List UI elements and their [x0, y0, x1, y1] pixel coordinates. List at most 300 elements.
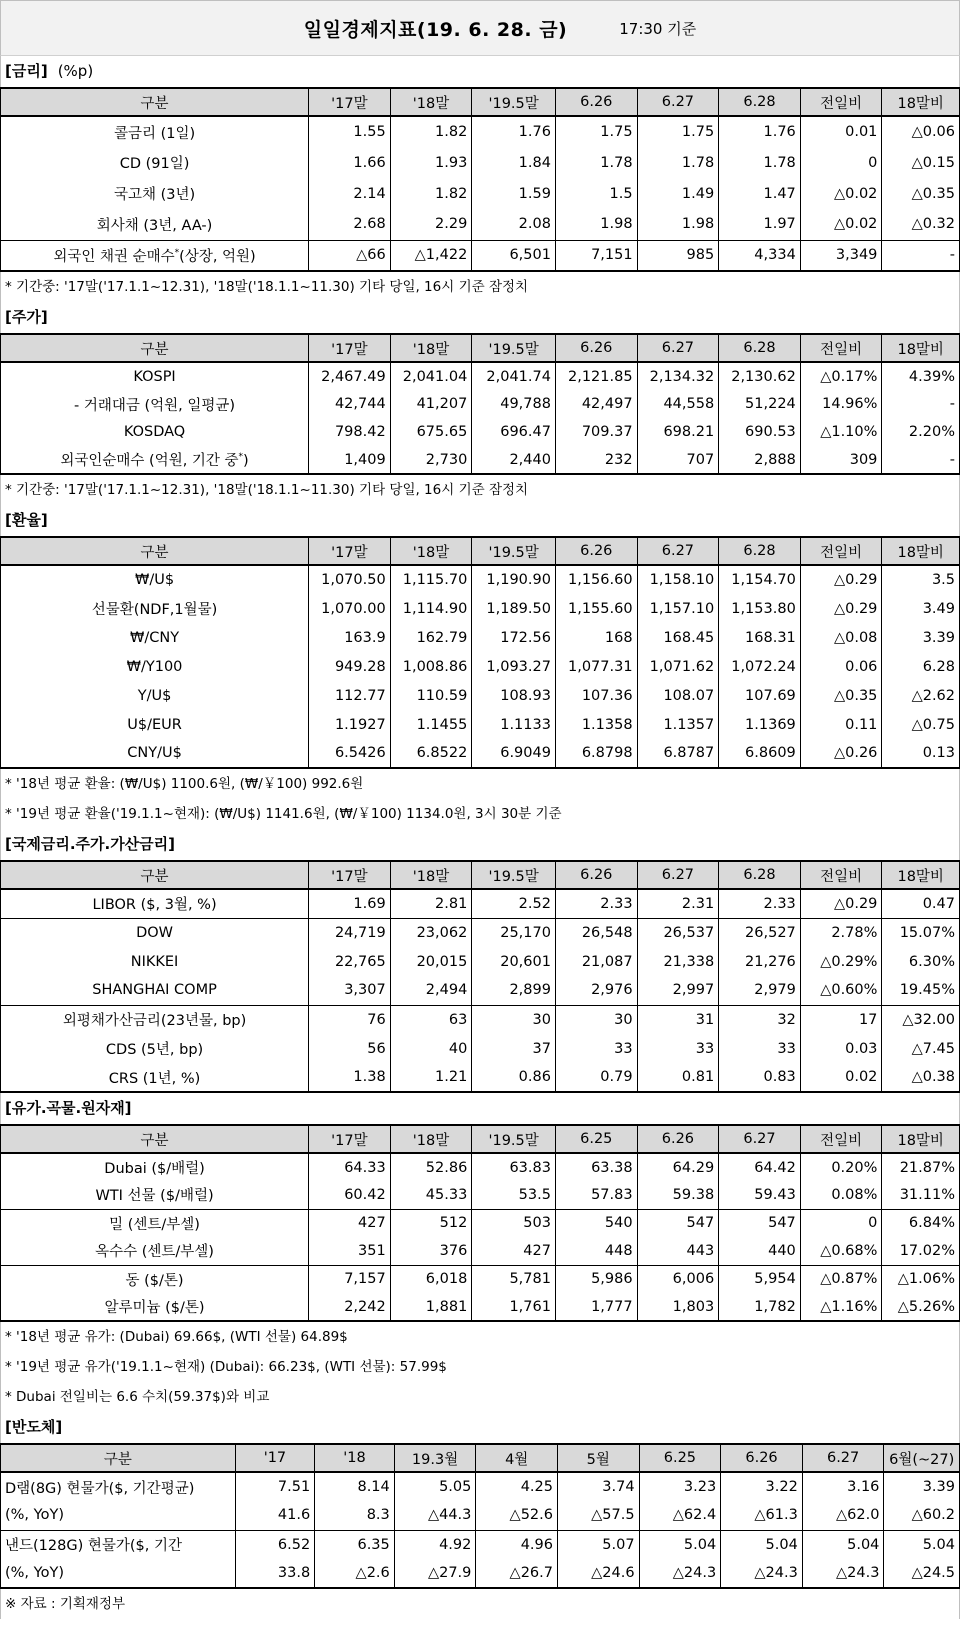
table-cell: 1.1133	[472, 710, 556, 739]
column-header: 6.27	[637, 88, 719, 116]
column-header: 6.25	[555, 1125, 637, 1153]
intl-table	[0, 860, 960, 1093]
column-header-category: 구분	[1, 1444, 236, 1472]
table-cell: 59.43	[719, 1181, 801, 1209]
table-cell: 1.84	[472, 147, 556, 178]
table-cell: 0.03	[800, 1034, 882, 1063]
page-title: 일일경제지표(19. 6. 28. 금)	[303, 18, 568, 41]
table-cell: △0.06	[882, 116, 960, 147]
column-header: 18말비	[882, 861, 960, 889]
table-cell: 6,006	[637, 1265, 719, 1293]
table-cell: 1.49	[637, 178, 719, 209]
table-cell: △26.7	[476, 1559, 558, 1588]
table-cell: △0.68%	[800, 1237, 882, 1265]
column-header: 6.27	[802, 1444, 884, 1472]
table-cell: 0.86	[472, 1063, 556, 1092]
table-cell: 5.04	[721, 1530, 803, 1559]
row-label: CD (91일)	[1, 147, 309, 178]
table-cell: 31.11%	[882, 1181, 960, 1209]
table-cell: 41.6	[235, 1501, 315, 1530]
table-cell: 20,601	[472, 947, 556, 976]
table-cell: 1,803	[637, 1293, 719, 1321]
table-cell: 2,979	[719, 976, 801, 1005]
row-label: ₩/U$	[1, 565, 309, 594]
table-cell: 2,440	[472, 446, 556, 474]
table-cell: 25,170	[472, 918, 556, 947]
table-cell: 49,788	[472, 390, 556, 418]
table-cell: 3.5	[882, 565, 960, 594]
table-cell: 1.98	[555, 209, 637, 240]
column-header: 6.26	[721, 1444, 803, 1472]
column-header: 6.28	[719, 861, 801, 889]
table-cell: △0.26	[800, 739, 882, 768]
table-cell: 1.75	[555, 116, 637, 147]
table-cell: 3.16	[802, 1472, 884, 1501]
table-cell: 309	[800, 446, 882, 474]
column-header-category: 구분	[1, 88, 309, 116]
column-header: '17말	[309, 537, 391, 565]
table-cell: 1.66	[309, 147, 391, 178]
table-cell: 57.83	[555, 1181, 637, 1209]
table-cell: △24.5	[884, 1559, 960, 1588]
table-cell: △0.32	[882, 209, 960, 240]
table-cell: △2.6	[315, 1559, 395, 1588]
table-cell: 3,349	[800, 240, 882, 271]
table-cell: △0.38	[882, 1063, 960, 1092]
table-cell: 2.14	[309, 178, 391, 209]
table-cell: 0.01	[800, 116, 882, 147]
row-label: 선물환(NDF,1월물)	[1, 594, 309, 623]
table-cell: 1,156.60	[555, 565, 637, 594]
table-cell: 5.05	[394, 1472, 476, 1501]
column-header: 18말비	[882, 88, 960, 116]
column-header: '18말	[390, 537, 472, 565]
table-cell: -	[882, 240, 960, 271]
table-cell: 163.9	[309, 623, 391, 652]
table-cell: △0.60%	[800, 976, 882, 1005]
table-cell: △1,422	[390, 240, 472, 271]
table-cell: 1.76	[472, 116, 556, 147]
table-cell: 26,537	[637, 918, 719, 947]
column-header: 6.28	[719, 334, 801, 362]
table-cell: 30	[472, 1005, 556, 1034]
column-header: '17말	[309, 334, 391, 362]
row-label: CDS (5년, bp)	[1, 1034, 309, 1063]
table-cell: △44.3	[394, 1501, 476, 1530]
table-row	[1, 594, 960, 623]
section-title-fx: [환율]	[0, 505, 960, 536]
table-cell: 2,242	[309, 1293, 391, 1321]
table-cell: 6.8609	[719, 739, 801, 768]
table-cell: 52.86	[390, 1153, 472, 1181]
table-cell: △0.29	[800, 889, 882, 918]
table-row	[1, 1530, 960, 1559]
column-header: 6.27	[719, 1125, 801, 1153]
column-header: 18말비	[882, 334, 960, 362]
table-cell: 76	[309, 1005, 391, 1034]
table-cell: △7.45	[882, 1034, 960, 1063]
stocks-note: * 기간중: '17말('17.1.1~12.31), '18말('18.1.1~11.30) 기타 당일, 16시 기준 잠정치	[0, 475, 960, 505]
table-cell: 2,494	[390, 976, 472, 1005]
table-row	[1, 710, 960, 739]
table-cell: 949.28	[309, 652, 391, 681]
table-cell: 15.07%	[882, 918, 960, 947]
table-cell: 2,899	[472, 976, 556, 1005]
column-header: 6.26	[555, 861, 637, 889]
table-row	[1, 1265, 960, 1293]
table-cell: 443	[637, 1237, 719, 1265]
table-cell: 1.82	[390, 116, 472, 147]
table-cell: 1.21	[390, 1063, 472, 1092]
table-cell: △62.0	[802, 1501, 884, 1530]
table-cell: 1,190.90	[472, 565, 556, 594]
table-cell: △0.29	[800, 594, 882, 623]
table-cell: 33.8	[235, 1559, 315, 1588]
table-cell: △1.16%	[800, 1293, 882, 1321]
table-cell: 40	[390, 1034, 472, 1063]
table-cell: 33	[719, 1034, 801, 1063]
column-header: 6.28	[719, 537, 801, 565]
row-label: 옥수수 (센트/부셀)	[1, 1237, 309, 1265]
table-row	[1, 1063, 960, 1092]
table-row	[1, 1501, 960, 1530]
table-cell: 5.04	[639, 1530, 721, 1559]
column-header: '18말	[390, 1125, 472, 1153]
table-cell: 1,072.24	[719, 652, 801, 681]
column-header-category: 구분	[1, 1125, 309, 1153]
table-cell: 6.8522	[390, 739, 472, 768]
table-cell: 5.04	[884, 1530, 960, 1559]
table-row	[1, 1293, 960, 1321]
stocks-table	[0, 333, 960, 475]
table-cell: 1,154.70	[719, 565, 801, 594]
table-row	[1, 889, 960, 918]
table-cell: 172.56	[472, 623, 556, 652]
table-cell: 0.13	[882, 739, 960, 768]
column-header: 6.25	[639, 1444, 721, 1472]
table-cell: 2,976	[555, 976, 637, 1005]
table-cell: 107.69	[719, 681, 801, 710]
table-cell: 427	[309, 1209, 391, 1237]
table-cell: 1,157.10	[637, 594, 719, 623]
column-header: 19.3월	[394, 1444, 476, 1472]
table-cell: 51,224	[719, 390, 801, 418]
table-cell: 1.1455	[390, 710, 472, 739]
table-cell: △57.5	[557, 1501, 639, 1530]
table-cell: 1.93	[390, 147, 472, 178]
column-header: '19.5말	[472, 861, 556, 889]
table-cell: 5,781	[472, 1265, 556, 1293]
title-bar	[0, 0, 960, 56]
commodities-note-2: * '19년 평균 유가('19.1.1~현재) (Dubai): 66.23$, (WTI 선물): 57.99$	[0, 1352, 960, 1382]
fx-table	[0, 536, 960, 769]
table-cell: 1.1358	[555, 710, 637, 739]
table-cell: 6.28	[882, 652, 960, 681]
table-row	[1, 1237, 960, 1265]
table-cell: 3.39	[882, 623, 960, 652]
table-cell: 30	[555, 1005, 637, 1034]
table-cell: 7.51	[235, 1472, 315, 1501]
table-row	[1, 240, 960, 271]
table-cell: 1.1357	[637, 710, 719, 739]
row-label: (%, YoY)	[1, 1501, 236, 1530]
table-cell: 5.04	[802, 1530, 884, 1559]
table-cell: 448	[555, 1237, 637, 1265]
reference-time: 17:30 기준	[619, 19, 697, 38]
row-label: Y/U$	[1, 681, 309, 710]
row-label: 동 ($/톤)	[1, 1265, 309, 1293]
table-cell: 1.76	[719, 116, 801, 147]
table-cell: 5,954	[719, 1265, 801, 1293]
column-header: 전일비	[800, 334, 882, 362]
table-cell: 37	[472, 1034, 556, 1063]
row-label: ₩/Y100	[1, 652, 309, 681]
table-cell: 2,041.04	[390, 362, 472, 390]
column-header: 전일비	[800, 861, 882, 889]
table-cell: 1.69	[309, 889, 391, 918]
column-header: 6.26	[555, 334, 637, 362]
column-header: 4월	[476, 1444, 558, 1472]
row-label: (%, YoY)	[1, 1559, 236, 1588]
table-cell: △1.10%	[800, 418, 882, 446]
table-cell: 1,070.50	[309, 565, 391, 594]
table-cell: 42,744	[309, 390, 391, 418]
table-row	[1, 418, 960, 446]
section-title-stocks: [주가]	[0, 302, 960, 333]
table-cell: △0.17%	[800, 362, 882, 390]
table-cell: 1,777	[555, 1293, 637, 1321]
table-cell: 232	[555, 446, 637, 474]
table-cell: 63.83	[472, 1153, 556, 1181]
column-header-category: 구분	[1, 334, 309, 362]
table-row	[1, 918, 960, 947]
table-cell: △0.35	[800, 681, 882, 710]
section-title-intl: [국제금리.주가.가산금리]	[0, 829, 960, 860]
table-cell: 1.97	[719, 209, 801, 240]
table-cell: 5,986	[555, 1265, 637, 1293]
column-header: 5월	[557, 1444, 639, 1472]
table-cell: 1.82	[390, 178, 472, 209]
table-row	[1, 1005, 960, 1034]
rates-table	[0, 87, 960, 272]
table-cell: 24,719	[309, 918, 391, 947]
table-cell: 108.07	[637, 681, 719, 710]
commodities-note-3: * Dubai 전일비는 6.6 수치(59.37$)와 비교	[0, 1382, 960, 1412]
table-cell: 3.22	[721, 1472, 803, 1501]
table-cell: 3.74	[557, 1472, 639, 1501]
table-cell: 0	[800, 1209, 882, 1237]
table-cell: 675.65	[390, 418, 472, 446]
table-cell: △2.62	[882, 681, 960, 710]
table-cell: 707	[637, 446, 719, 474]
row-label: 콜금리 (1일)	[1, 116, 309, 147]
table-cell: 33	[555, 1034, 637, 1063]
rates-note: * 기간중: '17말('17.1.1~12.31), '18말('18.1.1~11.30) 기타 당일, 16시 기준 잠정치	[0, 272, 960, 302]
table-cell: 2,730	[390, 446, 472, 474]
table-cell: 108.93	[472, 681, 556, 710]
table-cell: 1,761	[472, 1293, 556, 1321]
table-cell: 2,997	[637, 976, 719, 1005]
column-header: '18말	[390, 861, 472, 889]
table-row	[1, 178, 960, 209]
row-label: 알루미늄 ($/톤)	[1, 1293, 309, 1321]
commodities-note-1: * '18년 평균 유가: (Dubai) 69.66$, (WTI 선물) 64.89$	[0, 1322, 960, 1352]
table-cell: 1,155.60	[555, 594, 637, 623]
table-cell: 63.38	[555, 1153, 637, 1181]
table-cell: 547	[719, 1209, 801, 1237]
table-cell: △66	[309, 240, 391, 271]
table-cell: 2.33	[555, 889, 637, 918]
table-row	[1, 947, 960, 976]
table-cell: 17.02%	[882, 1237, 960, 1265]
table-cell: 0.06	[800, 652, 882, 681]
table-cell: 44,558	[637, 390, 719, 418]
table-cell: △27.9	[394, 1559, 476, 1588]
table-cell: 3,307	[309, 976, 391, 1005]
table-cell: △0.08	[800, 623, 882, 652]
column-header: 6.28	[719, 88, 801, 116]
table-cell: 168.45	[637, 623, 719, 652]
table-cell: △5.26%	[882, 1293, 960, 1321]
table-cell: △24.3	[721, 1559, 803, 1588]
table-cell: 2,888	[719, 446, 801, 474]
row-label: 낸드(128G) 현물가($, 기간	[1, 1530, 236, 1559]
table-cell: 6.52	[235, 1530, 315, 1559]
table-cell: 64.42	[719, 1153, 801, 1181]
table-cell: △0.87%	[800, 1265, 882, 1293]
table-cell: 427	[472, 1237, 556, 1265]
column-header: '19.5말	[472, 537, 556, 565]
table-cell: 32	[719, 1005, 801, 1034]
table-cell: 8.14	[315, 1472, 395, 1501]
table-cell: 1.47	[719, 178, 801, 209]
table-cell: 1,071.62	[637, 652, 719, 681]
row-label: 국고채 (3년)	[1, 178, 309, 209]
table-cell: △0.02	[800, 178, 882, 209]
table-cell: 503	[472, 1209, 556, 1237]
table-row	[1, 623, 960, 652]
table-cell: 8.3	[315, 1501, 395, 1530]
table-cell: 2.08	[472, 209, 556, 240]
table-cell: 6.35	[315, 1530, 395, 1559]
table-row	[1, 1472, 960, 1501]
table-cell: 1,409	[309, 446, 391, 474]
column-header: '19.5말	[472, 334, 556, 362]
table-cell: 26,527	[719, 918, 801, 947]
table-cell: 56	[309, 1034, 391, 1063]
table-cell: 696.47	[472, 418, 556, 446]
table-cell: △0.29	[800, 565, 882, 594]
table-cell: 7,151	[555, 240, 637, 271]
row-label: NIKKEI	[1, 947, 309, 976]
table-cell: 5.07	[557, 1530, 639, 1559]
table-cell: 0.83	[719, 1063, 801, 1092]
table-cell: -	[882, 390, 960, 418]
table-row	[1, 1559, 960, 1588]
row-label: 외국인순매수 (억원, 기간 중*)	[1, 446, 309, 474]
row-label: 외평채가산금리(23년물, bp)	[1, 1005, 309, 1034]
table-cell: △0.75	[882, 710, 960, 739]
table-row	[1, 446, 960, 474]
table-cell: 64.33	[309, 1153, 391, 1181]
table-cell: 0.08%	[800, 1181, 882, 1209]
table-cell: 6.8787	[637, 739, 719, 768]
table-cell: △24.6	[557, 1559, 639, 1588]
table-cell: 41,207	[390, 390, 472, 418]
table-cell: △61.3	[721, 1501, 803, 1530]
table-cell: 1.75	[637, 116, 719, 147]
table-cell: 2.52	[472, 889, 556, 918]
row-label: D램(8G) 현물가($, 기간평균)	[1, 1472, 236, 1501]
row-label: U$/EUR	[1, 710, 309, 739]
fx-note-2: * '19년 평균 환율('19.1.1~현재): (₩/U$) 1141.6원, (₩/￥100) 1134.0원, 3시 30분 기준	[0, 799, 960, 829]
table-cell: 6.84%	[882, 1209, 960, 1237]
row-label: KOSDAQ	[1, 418, 309, 446]
semiconductor-table	[0, 1443, 960, 1589]
row-label: LIBOR ($, 3월, %)	[1, 889, 309, 918]
table-cell: 1,093.27	[472, 652, 556, 681]
column-header: '17	[235, 1444, 315, 1472]
table-cell: 168	[555, 623, 637, 652]
table-cell: 2.81	[390, 889, 472, 918]
table-cell: △0.15	[882, 147, 960, 178]
row-label: CRS (1년, %)	[1, 1063, 309, 1092]
table-cell: 1,008.86	[390, 652, 472, 681]
column-header: '18	[315, 1444, 395, 1472]
table-cell: 112.77	[309, 681, 391, 710]
table-cell: 0.79	[555, 1063, 637, 1092]
table-cell: 0.11	[800, 710, 882, 739]
table-cell: 168.31	[719, 623, 801, 652]
table-cell: 0.02	[800, 1063, 882, 1092]
row-label: 밀 (센트/부셀)	[1, 1209, 309, 1237]
column-header: 6.27	[637, 537, 719, 565]
row-label: DOW	[1, 918, 309, 947]
row-label: Dubai ($/배럴)	[1, 1153, 309, 1181]
table-cell: 107.36	[555, 681, 637, 710]
table-cell: 2.78%	[800, 918, 882, 947]
column-header: '17말	[309, 861, 391, 889]
table-cell: 14.96%	[800, 390, 882, 418]
table-cell: 985	[637, 240, 719, 271]
column-header: 18말비	[882, 1125, 960, 1153]
table-cell: 21.87%	[882, 1153, 960, 1181]
table-cell: 1.98	[637, 209, 719, 240]
table-cell: 3.23	[639, 1472, 721, 1501]
table-cell: 3.39	[884, 1472, 960, 1501]
table-cell: 21,087	[555, 947, 637, 976]
table-cell: 17	[800, 1005, 882, 1034]
table-cell: 351	[309, 1237, 391, 1265]
table-cell: 1.38	[309, 1063, 391, 1092]
table-cell: 2.29	[390, 209, 472, 240]
column-header: 6.26	[555, 88, 637, 116]
table-cell: -	[882, 446, 960, 474]
table-cell: 0	[800, 147, 882, 178]
column-header: '19.5말	[472, 88, 556, 116]
table-cell: 60.42	[309, 1181, 391, 1209]
table-cell: 376	[390, 1237, 472, 1265]
source-note: ※ 자료 : 기획재정부	[0, 1589, 960, 1619]
table-row	[1, 1181, 960, 1209]
table-row	[1, 147, 960, 178]
table-cell: 4,334	[719, 240, 801, 271]
column-header: '17말	[309, 88, 391, 116]
table-row	[1, 209, 960, 240]
column-header-category: 구분	[1, 537, 309, 565]
row-label: 외국인 채권 순매수*(상장, 억원)	[1, 240, 309, 271]
table-cell: △62.4	[639, 1501, 721, 1530]
